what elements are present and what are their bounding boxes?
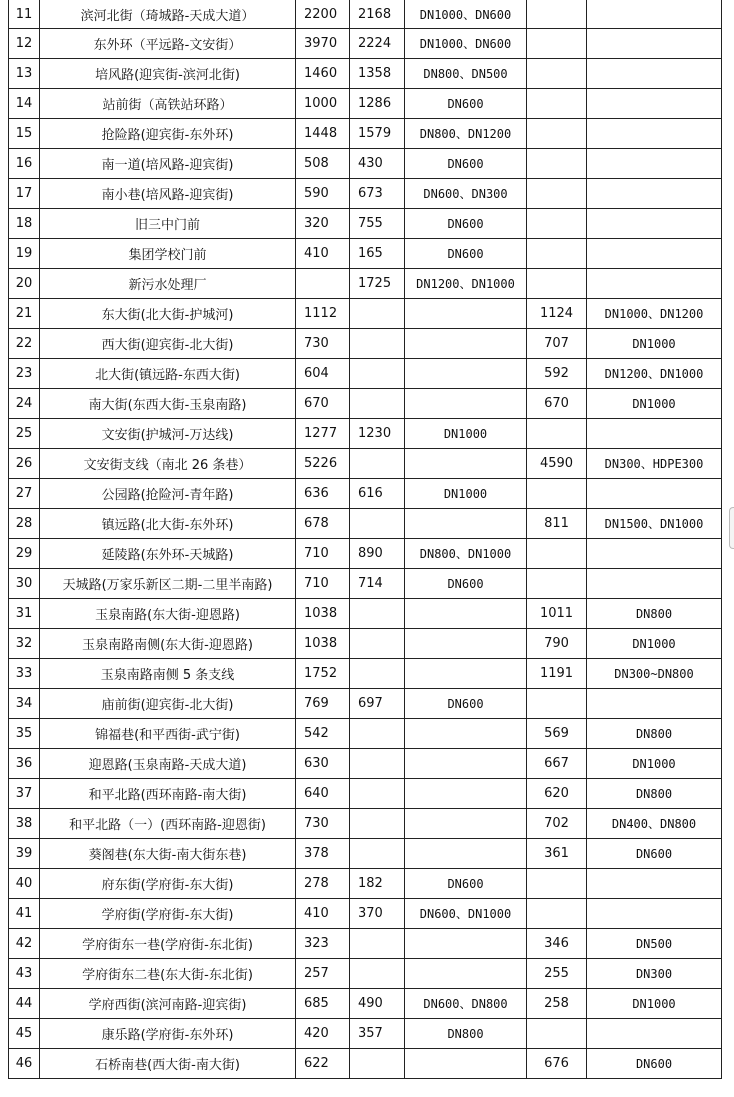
length-cell-3	[527, 89, 587, 119]
pipe-spec-cell-2: DN800	[587, 599, 722, 629]
length-cell-1: 1448	[296, 119, 350, 149]
pipe-spec-cell-2: DN300	[587, 959, 722, 989]
length-cell-3	[527, 569, 587, 599]
length-cell-3: 790	[527, 629, 587, 659]
length-cell-1: 1277	[296, 419, 350, 449]
table-row	[9, 659, 722, 689]
pipe-spec-cell-1	[405, 329, 527, 359]
pipe-spec-cell-2: DN300~DN800	[587, 659, 722, 689]
pipe-spec-cell-2: DN400、DN800	[587, 809, 722, 839]
table-row	[9, 89, 722, 119]
road-name-cell: 东外环（平远路-文安街）	[40, 29, 296, 59]
row-number-cell: 39	[9, 839, 40, 869]
table-row	[9, 209, 722, 239]
road-name-cell: 滨河北街（琦城路-天成大道）	[40, 0, 296, 29]
pipe-spec-cell-2: DN1000	[587, 629, 722, 659]
road-name-cell: 西大街(迎宾街-北大街)	[40, 329, 296, 359]
length-cell-1: 710	[296, 539, 350, 569]
pipe-spec-cell-2	[587, 89, 722, 119]
window-edge-handle[interactable]	[729, 507, 734, 549]
road-name-cell: 玉泉南路南侧 5 条支线	[40, 659, 296, 689]
table-row	[9, 449, 722, 479]
road-name-cell: 镇远路(北大街-东外环)	[40, 509, 296, 539]
table-row	[9, 569, 722, 599]
road-name-cell: 抢险路(迎宾街-东外环)	[40, 119, 296, 149]
pipe-spec-cell-2: DN1200、DN1000	[587, 359, 722, 389]
length-cell-1: 1752	[296, 659, 350, 689]
table-row	[9, 1049, 722, 1079]
pipe-spec-cell-1	[405, 359, 527, 389]
pipe-spec-cell-1	[405, 839, 527, 869]
length-cell-1: 410	[296, 899, 350, 929]
road-name-cell: 南小巷(培风路-迎宾街)	[40, 179, 296, 209]
road-name-cell: 康乐路(学府街-东外环)	[40, 1019, 296, 1049]
length-cell-2: 1230	[350, 419, 405, 449]
pipe-spec-cell-1	[405, 959, 527, 989]
table-row	[9, 59, 722, 89]
road-name-cell: 学府街(学府街-东大街)	[40, 899, 296, 929]
length-cell-3: 676	[527, 1049, 587, 1079]
table-row	[9, 359, 722, 389]
table-row	[9, 539, 722, 569]
pipe-spec-cell-2	[587, 539, 722, 569]
length-cell-1: 5226	[296, 449, 350, 479]
pipe-spec-cell-1: DN1000、DN600	[405, 29, 527, 59]
length-cell-2	[350, 839, 405, 869]
length-cell-3	[527, 119, 587, 149]
table-row	[9, 989, 722, 1019]
length-cell-3: 667	[527, 749, 587, 779]
pipe-spec-cell-1	[405, 449, 527, 479]
pipe-spec-cell-1	[405, 779, 527, 809]
length-cell-1: 378	[296, 839, 350, 869]
length-cell-2: 890	[350, 539, 405, 569]
pipe-spec-cell-1	[405, 599, 527, 629]
pipe-spec-cell-2	[587, 1019, 722, 1049]
road-name-cell: 迎恩路(玉泉南路-天成大道)	[40, 749, 296, 779]
pipe-spec-cell-1	[405, 389, 527, 419]
pipe-spec-cell-1: DN800、DN500	[405, 59, 527, 89]
pipe-spec-cell-2	[587, 569, 722, 599]
table-row	[9, 749, 722, 779]
road-name-cell: 文安街(护城河-万达线)	[40, 419, 296, 449]
length-cell-2: 490	[350, 989, 405, 1019]
row-number-cell: 35	[9, 719, 40, 749]
road-name-cell: 葵阁巷(东大街-南大街东巷)	[40, 839, 296, 869]
length-cell-2	[350, 719, 405, 749]
road-name-cell: 和平北路（一）(西环南路-迎恩街)	[40, 809, 296, 839]
row-number-cell: 29	[9, 539, 40, 569]
table-row	[9, 389, 722, 419]
length-cell-3	[527, 419, 587, 449]
length-cell-2	[350, 359, 405, 389]
pipe-spec-cell-2: DN800	[587, 719, 722, 749]
pipe-spec-cell-1	[405, 659, 527, 689]
length-cell-1: 670	[296, 389, 350, 419]
row-number-cell: 36	[9, 749, 40, 779]
length-cell-1: 769	[296, 689, 350, 719]
pipe-spec-cell-2	[587, 239, 722, 269]
length-cell-3: 707	[527, 329, 587, 359]
length-cell-2: 357	[350, 1019, 405, 1049]
road-name-cell: 公园路(抢险河-青年路)	[40, 479, 296, 509]
row-number-cell: 15	[9, 119, 40, 149]
length-cell-2	[350, 299, 405, 329]
pipe-spec-cell-2	[587, 179, 722, 209]
row-number-cell: 18	[9, 209, 40, 239]
pipe-spec-cell-1: DN600	[405, 569, 527, 599]
pipe-spec-cell-2	[587, 59, 722, 89]
pipe-spec-cell-2	[587, 0, 722, 29]
pipe-spec-cell-2	[587, 899, 722, 929]
table-row	[9, 629, 722, 659]
length-cell-3	[527, 1019, 587, 1049]
length-cell-1: 640	[296, 779, 350, 809]
length-cell-1: 710	[296, 569, 350, 599]
pipe-spec-cell-1: DN600	[405, 149, 527, 179]
road-name-cell: 东大街(北大街-护城河)	[40, 299, 296, 329]
pipe-spec-cell-1: DN800、DN1200	[405, 119, 527, 149]
length-cell-3	[527, 269, 587, 299]
length-cell-2: 1286	[350, 89, 405, 119]
length-cell-1: 590	[296, 179, 350, 209]
table-row	[9, 119, 722, 149]
length-cell-3: 258	[527, 989, 587, 1019]
pipe-spec-cell-1: DN600、DN300	[405, 179, 527, 209]
length-cell-3: 361	[527, 839, 587, 869]
pipe-spec-cell-1	[405, 1049, 527, 1079]
length-cell-1	[296, 269, 350, 299]
table-row	[9, 929, 722, 959]
length-cell-2: 165	[350, 239, 405, 269]
length-cell-1: 2200	[296, 0, 350, 29]
length-cell-2: 430	[350, 149, 405, 179]
length-cell-3: 255	[527, 959, 587, 989]
length-cell-1: 410	[296, 239, 350, 269]
table-row	[9, 1019, 722, 1049]
length-cell-3	[527, 59, 587, 89]
table-row	[9, 959, 722, 989]
row-number-cell: 11	[9, 0, 40, 29]
road-name-cell: 培风路(迎宾街-滨河北街)	[40, 59, 296, 89]
road-name-cell: 庙前街(迎宾街-北大街)	[40, 689, 296, 719]
table-row	[9, 599, 722, 629]
length-cell-2: 616	[350, 479, 405, 509]
length-cell-3	[527, 689, 587, 719]
pipe-spec-cell-2: DN1500、DN1000	[587, 509, 722, 539]
length-cell-3: 346	[527, 929, 587, 959]
length-cell-3	[527, 179, 587, 209]
length-cell-2	[350, 809, 405, 839]
road-name-cell: 玉泉南路(东大街-迎恩路)	[40, 599, 296, 629]
row-number-cell: 25	[9, 419, 40, 449]
road-name-cell: 学府西街(滨河南路-迎宾街)	[40, 989, 296, 1019]
length-cell-1: 1038	[296, 599, 350, 629]
pipe-spec-cell-1	[405, 629, 527, 659]
pipe-spec-cell-2	[587, 29, 722, 59]
row-number-cell: 14	[9, 89, 40, 119]
table-row	[9, 149, 722, 179]
length-cell-1: 3970	[296, 29, 350, 59]
row-number-cell: 17	[9, 179, 40, 209]
table-row	[9, 479, 722, 509]
length-cell-3	[527, 899, 587, 929]
road-name-cell: 文安街支线（南北 26 条巷）	[40, 449, 296, 479]
pipe-spec-cell-2	[587, 419, 722, 449]
table-row	[9, 299, 722, 329]
length-cell-1: 685	[296, 989, 350, 1019]
length-cell-2: 2224	[350, 29, 405, 59]
pipe-spec-cell-2	[587, 269, 722, 299]
length-cell-2: 370	[350, 899, 405, 929]
pipe-spec-cell-1	[405, 809, 527, 839]
length-cell-2	[350, 659, 405, 689]
pipe-spec-cell-1	[405, 719, 527, 749]
length-cell-2	[350, 599, 405, 629]
row-number-cell: 40	[9, 869, 40, 899]
pipe-spec-cell-1: DN1000	[405, 479, 527, 509]
road-name-cell: 北大街(镇远路-东西大街)	[40, 359, 296, 389]
length-cell-2	[350, 749, 405, 779]
length-cell-2: 673	[350, 179, 405, 209]
row-number-cell: 13	[9, 59, 40, 89]
row-number-cell: 28	[9, 509, 40, 539]
row-number-cell: 45	[9, 1019, 40, 1049]
length-cell-2: 714	[350, 569, 405, 599]
pipe-spec-cell-1: DN600	[405, 869, 527, 899]
road-name-cell: 站前街（高铁站环路）	[40, 89, 296, 119]
pipe-spec-cell-2: DN600	[587, 839, 722, 869]
pipe-spec-cell-2: DN500	[587, 929, 722, 959]
length-cell-2	[350, 779, 405, 809]
pipe-spec-cell-1: DN600	[405, 689, 527, 719]
table-row	[9, 509, 722, 539]
row-number-cell: 37	[9, 779, 40, 809]
pipe-spec-cell-1: DN800、DN1000	[405, 539, 527, 569]
table-row	[9, 689, 722, 719]
table-row	[9, 869, 722, 899]
row-number-cell: 38	[9, 809, 40, 839]
length-cell-1: 257	[296, 959, 350, 989]
row-number-cell: 23	[9, 359, 40, 389]
table-row	[9, 329, 722, 359]
row-number-cell: 44	[9, 989, 40, 1019]
length-cell-1: 678	[296, 509, 350, 539]
length-cell-1: 508	[296, 149, 350, 179]
row-number-cell: 22	[9, 329, 40, 359]
length-cell-1: 1038	[296, 629, 350, 659]
table-row	[9, 899, 722, 929]
road-name-cell: 学府街东二巷(东大街-东北街)	[40, 959, 296, 989]
table-row	[9, 29, 722, 59]
road-name-cell: 府东街(学府街-东大街)	[40, 869, 296, 899]
length-cell-3	[527, 869, 587, 899]
row-number-cell: 34	[9, 689, 40, 719]
pipe-spec-cell-1: DN800	[405, 1019, 527, 1049]
length-cell-2: 2168	[350, 0, 405, 29]
road-name-cell: 集团学校门前	[40, 239, 296, 269]
length-cell-2: 697	[350, 689, 405, 719]
row-number-cell: 20	[9, 269, 40, 299]
length-cell-2	[350, 929, 405, 959]
road-name-cell: 和平北路(西环南路-南大街)	[40, 779, 296, 809]
table-row	[9, 0, 722, 29]
length-cell-1: 278	[296, 869, 350, 899]
length-cell-2	[350, 959, 405, 989]
pipe-spec-cell-2: DN1000	[587, 989, 722, 1019]
row-number-cell: 26	[9, 449, 40, 479]
pipe-spec-cell-1: DN600	[405, 239, 527, 269]
length-cell-3	[527, 239, 587, 269]
length-cell-3: 4590	[527, 449, 587, 479]
table-row	[9, 839, 722, 869]
row-number-cell: 46	[9, 1049, 40, 1079]
length-cell-1: 630	[296, 749, 350, 779]
length-cell-3	[527, 149, 587, 179]
row-number-cell: 27	[9, 479, 40, 509]
pipe-spec-cell-1: DN1000	[405, 419, 527, 449]
length-cell-1: 320	[296, 209, 350, 239]
road-name-cell: 石桥南巷(西大街-南大街)	[40, 1049, 296, 1079]
length-cell-1: 622	[296, 1049, 350, 1079]
row-number-cell: 43	[9, 959, 40, 989]
road-name-cell: 玉泉南路南侧(东大街-迎恩路)	[40, 629, 296, 659]
length-cell-3	[527, 479, 587, 509]
length-cell-3: 592	[527, 359, 587, 389]
row-number-cell: 24	[9, 389, 40, 419]
length-cell-1: 604	[296, 359, 350, 389]
row-number-cell: 30	[9, 569, 40, 599]
length-cell-3	[527, 0, 587, 29]
length-cell-2: 1358	[350, 59, 405, 89]
pipe-spec-cell-2: DN1000	[587, 329, 722, 359]
pipe-spec-cell-2: DN600	[587, 1049, 722, 1079]
pipe-spec-cell-1: DN600、DN1000	[405, 899, 527, 929]
length-cell-2	[350, 389, 405, 419]
pipe-spec-cell-1: DN600	[405, 209, 527, 239]
length-cell-1: 730	[296, 329, 350, 359]
road-name-cell: 旧三中门前	[40, 209, 296, 239]
table-body	[9, 0, 722, 1079]
length-cell-2	[350, 449, 405, 479]
length-cell-3: 811	[527, 509, 587, 539]
table-row	[9, 269, 722, 299]
length-cell-3	[527, 539, 587, 569]
pipe-spec-cell-1: DN600、DN800	[405, 989, 527, 1019]
row-number-cell: 32	[9, 629, 40, 659]
length-cell-3: 569	[527, 719, 587, 749]
length-cell-3: 620	[527, 779, 587, 809]
pipe-spec-cell-2	[587, 869, 722, 899]
length-cell-2: 1579	[350, 119, 405, 149]
pipe-spec-cell-2	[587, 209, 722, 239]
drainage-pipe-table	[8, 0, 722, 1079]
length-cell-3	[527, 29, 587, 59]
row-number-cell: 21	[9, 299, 40, 329]
length-cell-1: 730	[296, 809, 350, 839]
pipe-spec-cell-2: DN1000	[587, 749, 722, 779]
length-cell-3: 1011	[527, 599, 587, 629]
pipe-spec-cell-1	[405, 749, 527, 779]
length-cell-3: 1191	[527, 659, 587, 689]
pipe-spec-cell-2	[587, 479, 722, 509]
pipe-spec-cell-1: DN600	[405, 89, 527, 119]
length-cell-3: 1124	[527, 299, 587, 329]
length-cell-1: 1112	[296, 299, 350, 329]
row-number-cell: 33	[9, 659, 40, 689]
length-cell-1: 542	[296, 719, 350, 749]
road-name-cell: 南一道(培风路-迎宾街)	[40, 149, 296, 179]
pipe-spec-cell-2: DN800	[587, 779, 722, 809]
length-cell-1: 636	[296, 479, 350, 509]
length-cell-2: 1725	[350, 269, 405, 299]
length-cell-2	[350, 1049, 405, 1079]
length-cell-2: 182	[350, 869, 405, 899]
road-name-cell: 天城路(万家乐新区二期-二里半南路)	[40, 569, 296, 599]
table-row	[9, 239, 722, 269]
road-name-cell: 新污水处理厂	[40, 269, 296, 299]
length-cell-1: 420	[296, 1019, 350, 1049]
pipe-spec-cell-1	[405, 299, 527, 329]
length-cell-2: 755	[350, 209, 405, 239]
row-number-cell: 42	[9, 929, 40, 959]
pipe-spec-cell-2	[587, 149, 722, 179]
road-name-cell: 锦福巷(和平西街-武宁街)	[40, 719, 296, 749]
road-name-cell: 南大街(东西大街-玉泉南路)	[40, 389, 296, 419]
row-number-cell: 19	[9, 239, 40, 269]
pipe-spec-cell-2	[587, 119, 722, 149]
length-cell-2	[350, 509, 405, 539]
row-number-cell: 12	[9, 29, 40, 59]
row-number-cell: 41	[9, 899, 40, 929]
length-cell-1: 1000	[296, 89, 350, 119]
road-name-cell: 延陵路(东外环-天城路)	[40, 539, 296, 569]
row-number-cell: 31	[9, 599, 40, 629]
table-row	[9, 809, 722, 839]
length-cell-3: 702	[527, 809, 587, 839]
pipe-spec-cell-1: DN1000、DN600	[405, 0, 527, 29]
length-cell-1: 323	[296, 929, 350, 959]
pipe-spec-cell-2: DN1000、DN1200	[587, 299, 722, 329]
pipe-spec-cell-2	[587, 689, 722, 719]
pipe-spec-cell-2: DN300、HDPE300	[587, 449, 722, 479]
table-row	[9, 419, 722, 449]
pipe-spec-cell-2: DN1000	[587, 389, 722, 419]
length-cell-1: 1460	[296, 59, 350, 89]
pipe-spec-cell-1	[405, 509, 527, 539]
length-cell-3	[527, 209, 587, 239]
road-name-cell: 学府街东一巷(学府街-东北街)	[40, 929, 296, 959]
length-cell-2	[350, 629, 405, 659]
pipe-spec-cell-1	[405, 929, 527, 959]
table-row	[9, 719, 722, 749]
pipe-spec-cell-1: DN1200、DN1000	[405, 269, 527, 299]
length-cell-3: 670	[527, 389, 587, 419]
table-row	[9, 779, 722, 809]
row-number-cell: 16	[9, 149, 40, 179]
table-row	[9, 179, 722, 209]
length-cell-2	[350, 329, 405, 359]
